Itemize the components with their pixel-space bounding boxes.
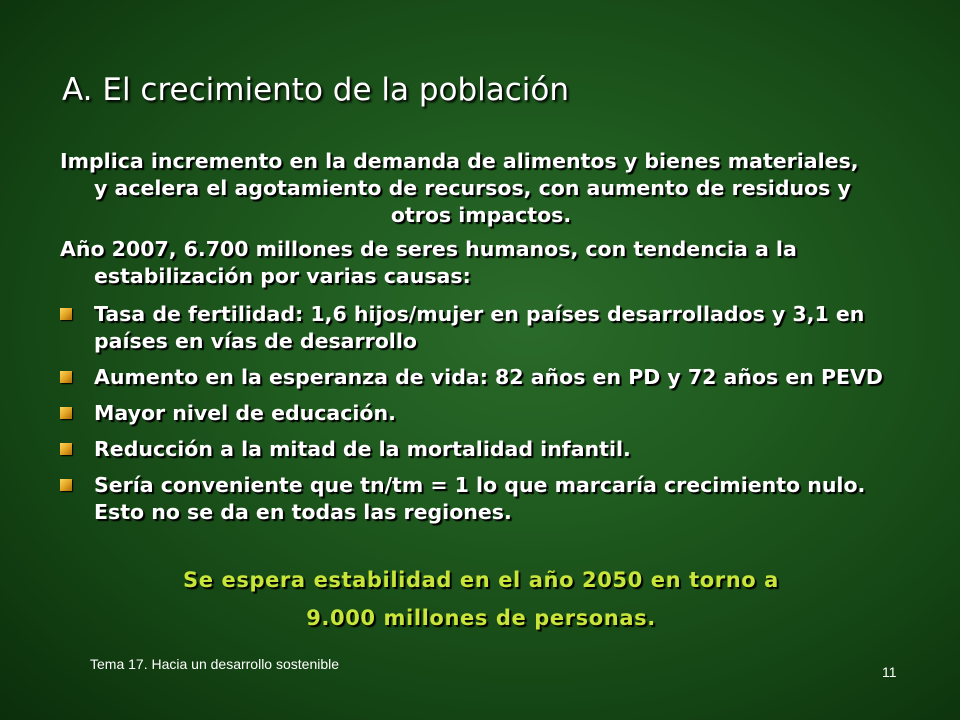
bullet-item — [60, 400, 902, 427]
square-bullet-icon — [60, 308, 72, 320]
bullet-item — [60, 472, 902, 526]
bullet-text: Tasa de fertilidad: 1,6 hijos/mujer en países desarrollados y 3,1 en países en vías de desarrollo — [94, 302, 865, 353]
square-bullet-icon — [60, 479, 72, 491]
bullet-item — [60, 301, 902, 355]
footer-course-label: Tema 17. Hacia un desarrollo sostenible — [90, 656, 340, 672]
bullet-item — [60, 436, 902, 463]
bullet-text: Sería conveniente que tn/tm = 1 lo que marcaría crecimiento nulo. Esto no se da en todas las regiones. — [94, 473, 866, 524]
paragraph-population-2007: Año 2007, 6.700 millones de seres humanos, con tendencia a la estabilización por varias causas: — [60, 237, 797, 288]
paragraph-demand-line-3: otros impactos. — [390, 203, 572, 227]
paragraph-demand-line-2: y acelera el agotamiento de recursos, con aumento de residuos y — [94, 176, 851, 200]
paragraph-demand — [60, 148, 902, 229]
slide-body — [60, 148, 902, 535]
conclusion-line-1: Se espera estabilidad en el año 2050 en torno a — [183, 568, 779, 592]
square-bullet-icon — [60, 443, 72, 455]
bullet-item — [60, 364, 902, 391]
conclusion-line-2: 9.000 millones de personas. — [306, 606, 656, 630]
square-bullet-icon — [60, 371, 72, 383]
bullet-text: Mayor nivel de educación. — [94, 401, 396, 425]
paragraph-demand-line-1: Implica incremento en la demanda de alimentos y bienes materiales, — [60, 149, 859, 173]
slide-title: A. El crecimiento de la población — [62, 72, 570, 108]
square-bullet-icon — [60, 407, 72, 419]
bullet-text: Reducción a la mitad de la mortalidad infantil. — [94, 437, 631, 461]
page-number: 11 — [882, 664, 897, 680]
bullet-text: Aumento en la esperanza de vida: 82 años en PD y 72 años en PEVD — [94, 365, 883, 389]
